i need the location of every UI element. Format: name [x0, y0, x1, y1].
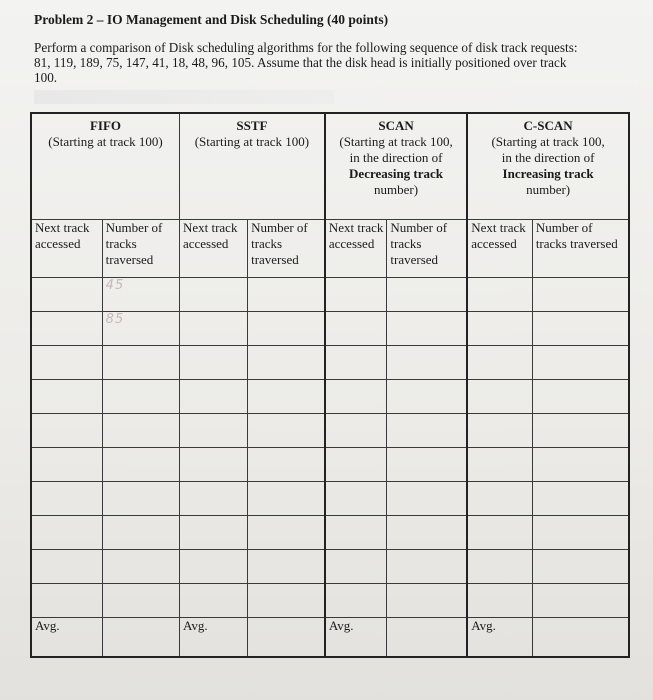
cscan-next-cell[interactable] [467, 583, 532, 617]
fifo-num-cell[interactable] [102, 379, 179, 413]
avg-row [31, 617, 629, 657]
sstf-next-cell[interactable] [179, 311, 247, 345]
cscan-next-cell[interactable] [467, 515, 532, 549]
fifo-next-cell[interactable] [31, 413, 102, 447]
cscan-avg-cell[interactable] [532, 617, 629, 657]
sstf-avg-cell[interactable] [248, 617, 325, 657]
problem-description: Perform a comparison of Disk scheduling algorithms for the following sequence of disk track requests: 81, 119, 189, 75, 147, 41, 18, 48, 96, 105. Assume that the disk head is initially positioned over track 100. [34, 40, 578, 85]
cscan-num-header: Number of tracks traversed [532, 219, 629, 277]
fifo-next-cell[interactable] [31, 583, 102, 617]
table-row [31, 277, 629, 311]
scan-desc-tail: number) [374, 182, 419, 197]
fifo-num-header: Number of tracks traversed [102, 219, 179, 277]
cscan-num-cell[interactable] [532, 345, 629, 379]
fifo-name: FIFO [89, 118, 121, 133]
cscan-next-cell[interactable] [467, 549, 532, 583]
fifo-num-cell[interactable]: 45 [102, 277, 179, 311]
sstf-num-cell[interactable] [248, 583, 325, 617]
cscan-desc-1: (Starting at track 100, [491, 134, 605, 149]
fifo-next-cell[interactable] [31, 549, 102, 583]
sstf-num-cell[interactable] [248, 515, 325, 549]
cscan-next-cell[interactable] [467, 481, 532, 515]
cscan-num-cell[interactable] [532, 447, 629, 481]
sstf-num-cell[interactable] [248, 549, 325, 583]
faint-bleed-through [34, 90, 334, 104]
cscan-desc-tail: number) [526, 182, 571, 197]
scan-num-cell[interactable] [387, 311, 467, 345]
sstf-next-cell[interactable] [179, 277, 247, 311]
sstf-next-cell[interactable] [179, 583, 247, 617]
table-row [31, 379, 629, 413]
scan-next-cell[interactable] [325, 447, 387, 481]
scan-next-cell[interactable] [325, 277, 387, 311]
fifo-num-cell[interactable] [102, 515, 179, 549]
fifo-num-cell[interactable] [102, 413, 179, 447]
scan-num-cell[interactable] [387, 277, 467, 311]
sstf-num-cell[interactable] [248, 413, 325, 447]
cscan-avg-label: Avg. [467, 617, 532, 657]
scan-header [325, 113, 467, 219]
scan-num-cell[interactable] [387, 583, 467, 617]
scan-next-header: Next track accessed [325, 219, 387, 277]
cscan-num-cell[interactable] [532, 515, 629, 549]
scan-desc-1: (Starting at track 100, [339, 134, 453, 149]
fifo-next-cell[interactable] [31, 379, 102, 413]
header-row [31, 113, 629, 219]
fifo-header [31, 113, 179, 219]
sstf-num-cell[interactable] [248, 447, 325, 481]
scan-name: SCAN [378, 118, 414, 133]
table-row [31, 583, 629, 617]
fifo-next-cell[interactable] [31, 447, 102, 481]
fifo-num-cell[interactable] [102, 345, 179, 379]
sstf-num-cell[interactable] [248, 345, 325, 379]
fifo-next-cell[interactable] [31, 515, 102, 549]
scan-avg-label: Avg. [325, 617, 387, 657]
sstf-name: SSTF [236, 118, 268, 133]
scan-avg-cell[interactable] [387, 617, 467, 657]
sstf-num-cell[interactable] [248, 277, 325, 311]
scan-next-cell[interactable] [325, 549, 387, 583]
cscan-next-cell[interactable] [467, 413, 532, 447]
cscan-num-cell[interactable] [532, 583, 629, 617]
problem-title: Problem 2 – IO Management and Disk Scheduling (40 points) [34, 12, 389, 27]
fifo-num-cell[interactable] [102, 447, 179, 481]
table-row [31, 481, 629, 515]
scan-num-cell[interactable] [387, 515, 467, 549]
fifo-num-cell[interactable] [102, 549, 179, 583]
scheduling-table [30, 112, 630, 658]
sstf-header [179, 113, 324, 219]
fifo-num-cell[interactable] [102, 583, 179, 617]
cscan-next-header: Next track accessed [467, 219, 532, 277]
scan-next-cell[interactable] [325, 515, 387, 549]
cscan-num-cell[interactable] [532, 549, 629, 583]
sstf-next-cell[interactable] [179, 549, 247, 583]
scan-direction: Decreasing track [349, 166, 444, 181]
fifo-num-cell[interactable] [102, 481, 179, 515]
cscan-num-cell[interactable] [532, 481, 629, 515]
scan-num-cell[interactable] [387, 379, 467, 413]
fifo-next-header: Next track accessed [31, 219, 102, 277]
cscan-header [467, 113, 629, 219]
sstf-next-cell[interactable] [179, 413, 247, 447]
scan-next-cell[interactable] [325, 379, 387, 413]
sstf-num-cell[interactable] [248, 311, 325, 345]
scan-num-cell[interactable] [387, 413, 467, 447]
cscan-name: C-SCAN [523, 118, 573, 133]
cscan-num-cell[interactable] [532, 277, 629, 311]
sstf-next-cell[interactable] [179, 447, 247, 481]
table-row [31, 515, 629, 549]
cscan-num-cell[interactable] [532, 311, 629, 345]
cscan-next-cell[interactable] [467, 277, 532, 311]
cscan-next-cell[interactable] [467, 311, 532, 345]
scan-next-cell[interactable] [325, 345, 387, 379]
fifo-num-cell[interactable]: 85 [102, 311, 179, 345]
sstf-num-cell[interactable] [248, 481, 325, 515]
fifo-avg-cell[interactable] [102, 617, 179, 657]
fifo-next-cell[interactable] [31, 277, 102, 311]
sstf-num-header: Number of tracks traversed [248, 219, 325, 277]
scan-num-cell[interactable] [387, 481, 467, 515]
scan-num-cell[interactable] [387, 549, 467, 583]
cscan-next-cell[interactable] [467, 345, 532, 379]
cscan-direction: Increasing track [502, 166, 594, 181]
table-row [31, 549, 629, 583]
cscan-next-cell[interactable] [467, 447, 532, 481]
sstf-desc: (Starting at track 100) [194, 134, 310, 149]
table-row [31, 447, 629, 481]
subheader-row [31, 219, 629, 277]
sstf-next-cell[interactable] [179, 515, 247, 549]
scan-next-cell[interactable] [325, 583, 387, 617]
scan-next-cell[interactable] [325, 413, 387, 447]
sstf-next-cell[interactable] [179, 345, 247, 379]
fifo-next-cell[interactable] [31, 481, 102, 515]
scan-desc-2: in the direction of [349, 150, 443, 165]
table-row [31, 311, 629, 345]
fifo-avg-label: Avg. [31, 617, 102, 657]
scan-next-cell[interactable] [325, 481, 387, 515]
fifo-next-cell[interactable] [31, 311, 102, 345]
scan-num-header: Number of tracks traversed [387, 219, 467, 277]
scan-next-cell[interactable] [325, 311, 387, 345]
cscan-num-cell[interactable] [532, 379, 629, 413]
cscan-desc-2: in the direction of [501, 150, 595, 165]
fifo-desc: (Starting at track 100) [48, 134, 163, 149]
cscan-num-cell[interactable] [532, 413, 629, 447]
sstf-num-cell[interactable] [248, 379, 325, 413]
fifo-next-cell[interactable] [31, 345, 102, 379]
scan-num-cell[interactable] [387, 447, 467, 481]
sstf-next-cell[interactable] [179, 481, 247, 515]
table-row [31, 413, 629, 447]
sstf-avg-label: Avg. [179, 617, 247, 657]
sstf-next-cell[interactable] [179, 379, 247, 413]
sstf-next-header: Next track accessed [179, 219, 247, 277]
scan-num-cell[interactable] [387, 345, 467, 379]
table-row [31, 345, 629, 379]
cscan-next-cell[interactable] [467, 379, 532, 413]
